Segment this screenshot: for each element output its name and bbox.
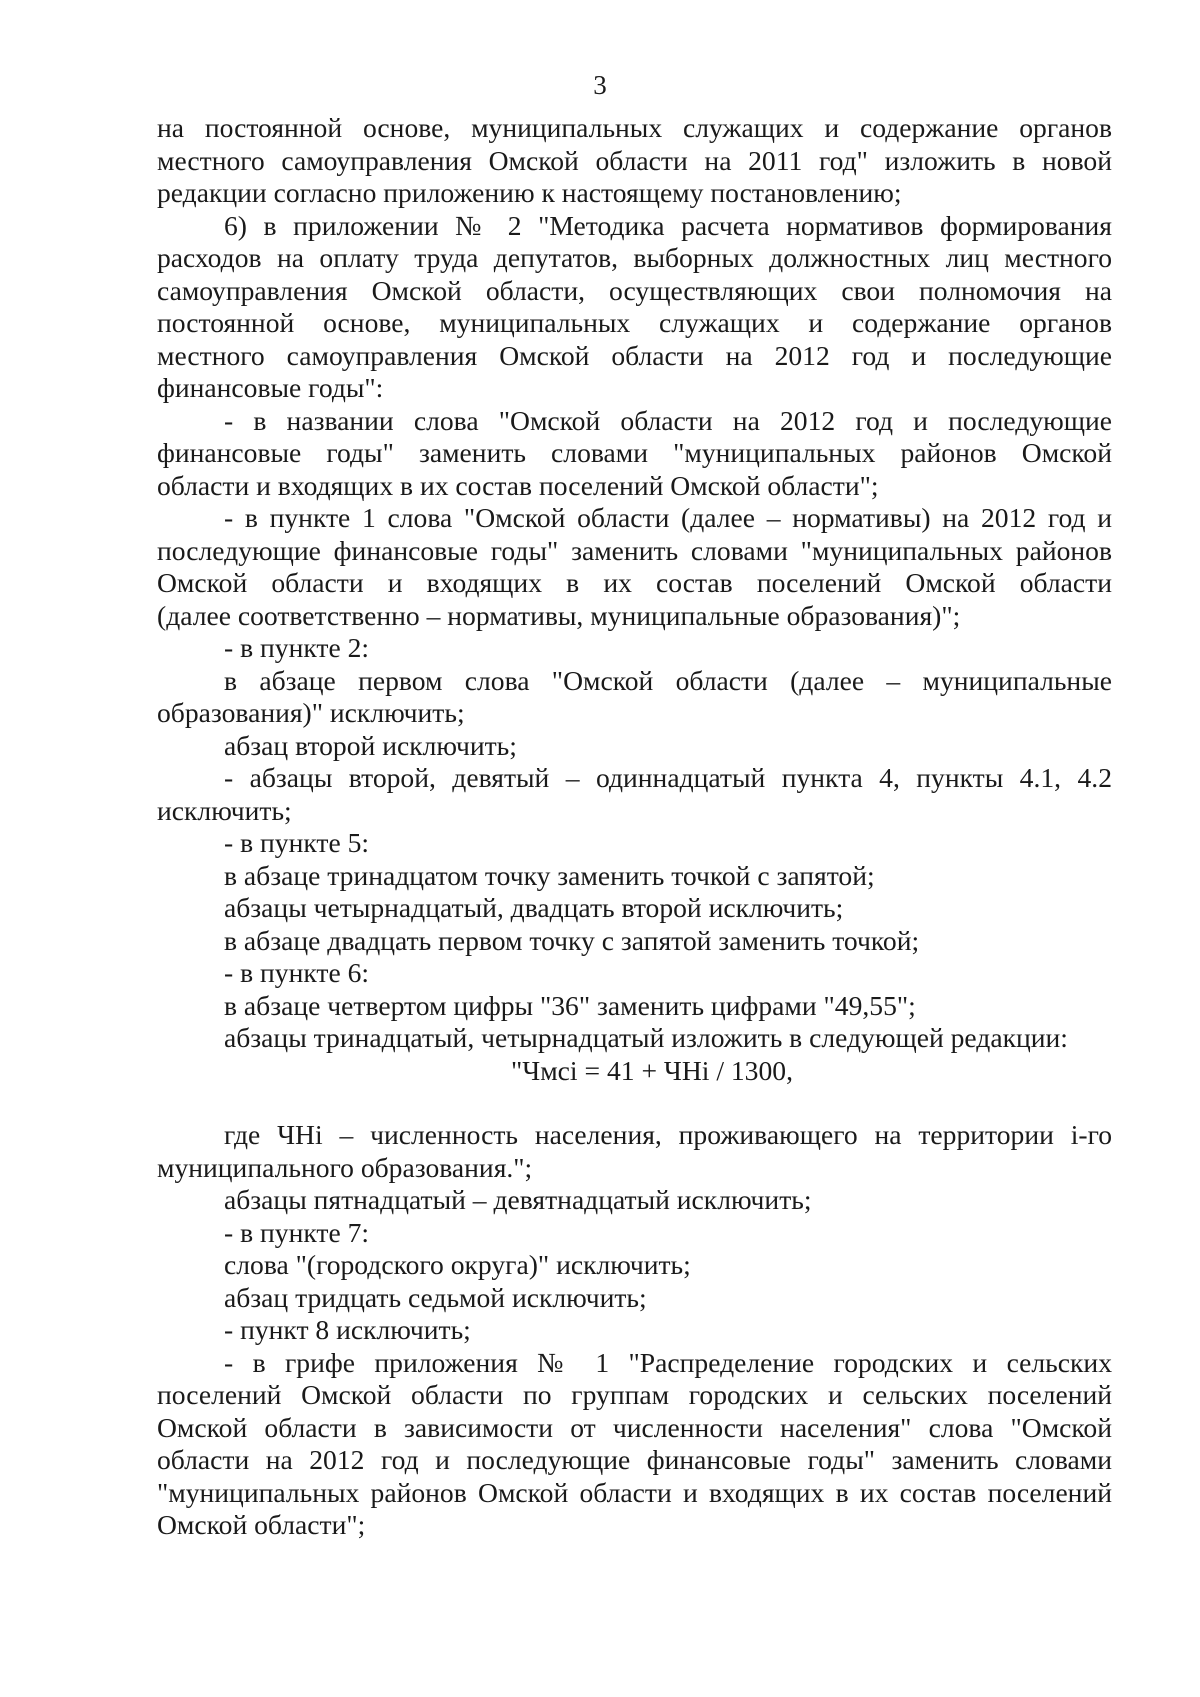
text-line: - в пункте 1 слова "Омской области (далее – нормативы) на 2012 год и: [224, 502, 1112, 533]
text-line: финансовые годы" заменить словами "муниципальных районов Омской: [157, 437, 1112, 468]
formula-spacer: [157, 1087, 1112, 1119]
text-line: последующие финансовые годы" заменить словами "муниципальных районов: [157, 534, 1112, 566]
text-line: 6) в приложении № 2 "Методика расчета нормативов формирования: [224, 209, 1112, 241]
text-line: редакции согласно приложению к настоящему постановлению;: [157, 177, 902, 208]
text-line: Омской области";: [157, 1509, 366, 1540]
text-line: - в грифе приложения № 1 "Распределение городских и сельских: [224, 1346, 1112, 1378]
text-line: где ЧНi – численность населения, проживающего на территории i-го: [224, 1119, 1112, 1150]
text-line: на постоянной основе, муниципальных служащих и содержание органов: [157, 112, 1112, 143]
text-line: местного самоуправления Омской области на 2012 год и последующие: [157, 339, 1112, 371]
text-line: области на 2012 год и последующие финансовые годы" заменить словами: [157, 1444, 1112, 1475]
text-line: исключить;: [157, 794, 292, 826]
text-line: абзац тридцать седьмой исключить;: [224, 1281, 647, 1313]
text-line: - пункт 8 исключить;: [224, 1314, 471, 1345]
text-block-before-formula: [157, 112, 1112, 1055]
text-line: Омской области в зависимости от численности населения" слова "Омской: [157, 1411, 1112, 1443]
text-line: слова "(городского округа)" исключить;: [224, 1249, 691, 1280]
text-line: "муниципальных районов Омской области и входящих в их состав поселений: [157, 1476, 1112, 1508]
text-line: - в пункте 2:: [224, 632, 370, 663]
text-line: в абзаце тринадцатом точку заменить точкой с запятой;: [224, 859, 875, 891]
text-line: постоянной основе, муниципальных служащих и содержание органов: [157, 307, 1112, 338]
text-line: абзацы пятнадцатый – девятнадцатый исключить;: [224, 1184, 812, 1215]
text-line: муниципального образования.";: [157, 1151, 533, 1183]
text-line: области и входящих в их состав поселений Омской области";: [157, 469, 879, 501]
text-line: - в названии слова "Омской области на 2012 год и последующие: [224, 404, 1112, 436]
text-line: (далее соответственно – нормативы, муниципальные образования)";: [157, 599, 961, 631]
text-line: абзацы четырнадцатый, двадцать второй исключить;: [224, 892, 844, 923]
text-line: финансовые годы":: [157, 372, 384, 403]
text-line: поселений Омской области по группам городских и сельских поселений: [157, 1379, 1112, 1410]
text-line: местного самоуправления Омской области на 2011 год" изложить в новой: [157, 144, 1112, 176]
text-line: - в пункте 7:: [224, 1216, 370, 1248]
formula: "Чмсi = 41 + ЧНi / 1300,: [511, 1054, 793, 1086]
text-line: самоуправления Омской области, осуществляющих свои полномочия на: [157, 274, 1112, 306]
text-line: - в пункте 5:: [224, 827, 370, 858]
text-line: абзацы тринадцатый, четырнадцатый изложить в следующей редакции:: [224, 1022, 1068, 1053]
text-line: - абзацы второй, девятый – одиннадцатый пункта 4, пункты 4.1, 4.2: [224, 762, 1112, 793]
page-number: 3: [593, 70, 607, 100]
text-line: - в пункте 6:: [224, 957, 370, 988]
text-line: в абзаце двадцать первом точку с запятой заменить точкой;: [224, 924, 920, 956]
text-line: расходов на оплату труда депутатов, выборных должностных лиц местного: [157, 242, 1112, 273]
text-line: в абзаце четвертом цифры "36" заменить цифрами "49,55";: [224, 989, 916, 1021]
text-block-after-formula: [157, 1119, 1112, 1542]
text-line: в абзаце первом слова "Омской области (далее – муниципальные: [224, 664, 1112, 696]
text-line: абзац второй исключить;: [224, 729, 517, 761]
text-line: образования)" исключить;: [157, 697, 465, 728]
text-line: Омской области и входящих в их состав поселений Омской области: [157, 567, 1112, 598]
document-body: [157, 112, 1112, 1542]
